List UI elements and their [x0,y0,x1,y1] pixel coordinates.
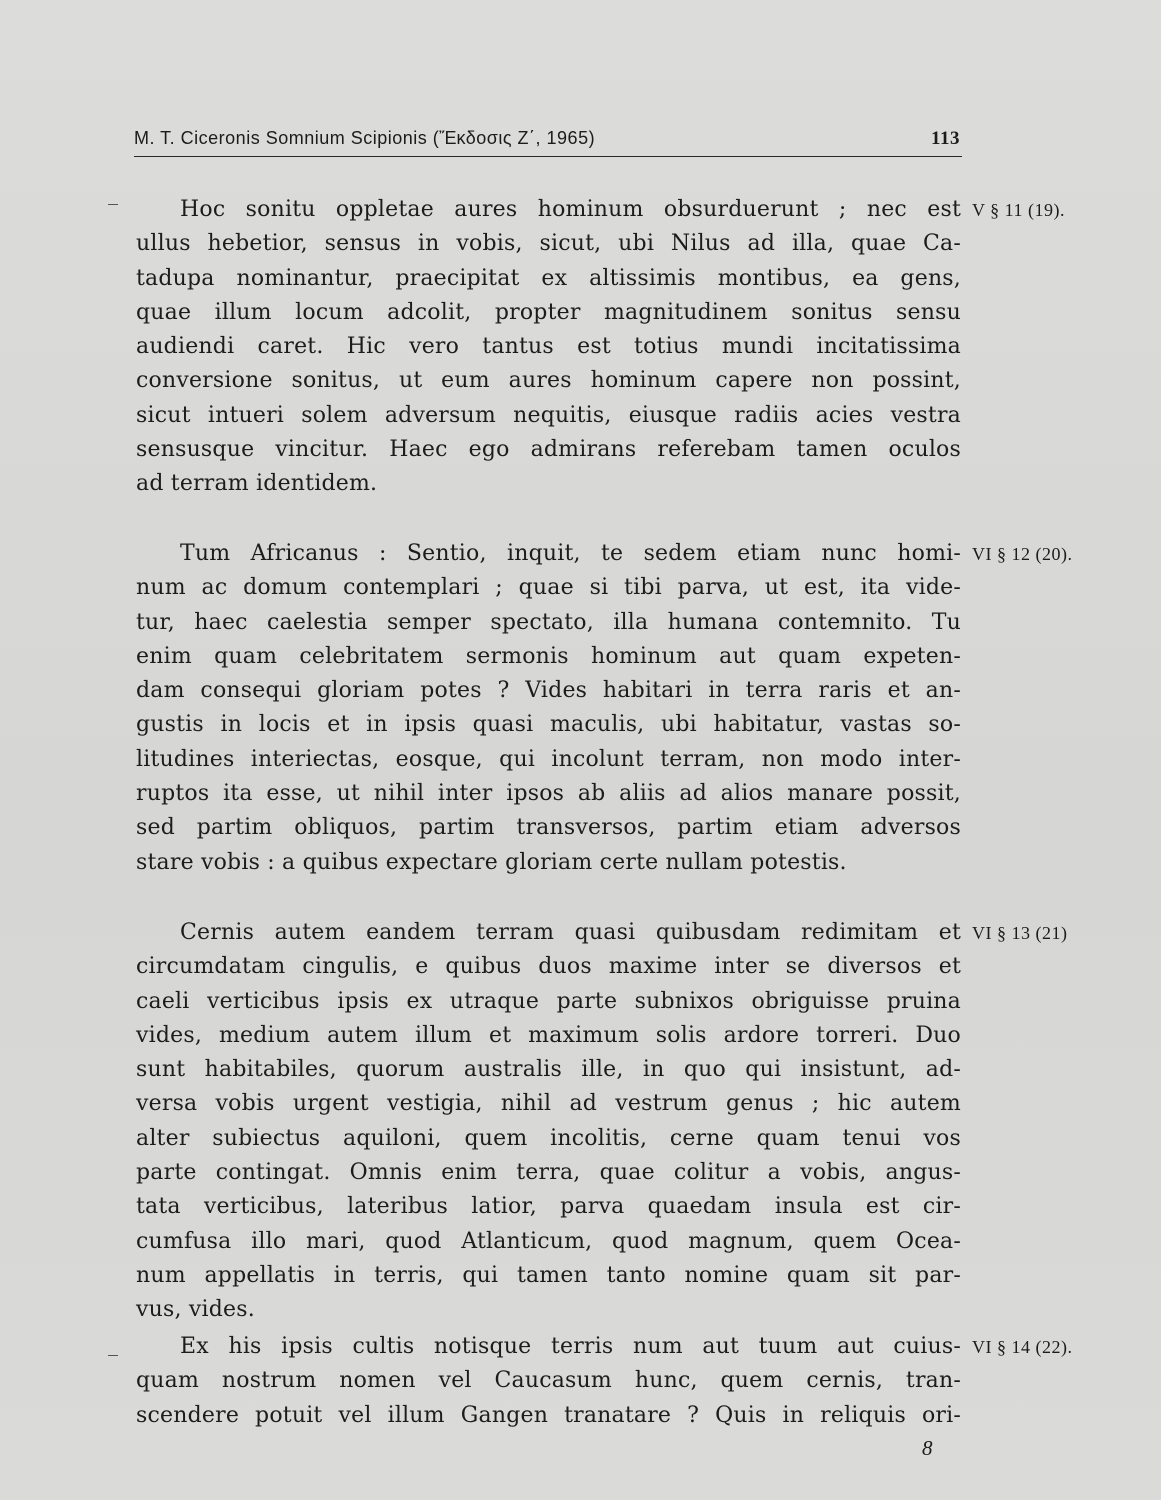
text-line: quae illum locum adcolit, propter magnitudinem sonitus sensu [136,299,961,325]
text-line: vides, medium autem illum et maximum solis ardore torreri. Duo [136,1022,961,1048]
paragraph-2 [136,537,961,880]
text-line: stare vobis : a quibus expectare gloriam certe nullam potestis. [136,849,847,875]
text-line: tur, haec caelestia semper spectato, illa humana contemnito. Tu [136,609,961,635]
section-ref-4: VI § 14 (22). [972,1337,1073,1357]
text-line: cumfusa illo mari, quod Atlanticum, quod magnum, quem Ocea- [136,1228,961,1254]
text-line: vus, vides. [136,1297,255,1323]
text-line: gustis in locis et in ipsis quasi maculis, ubi habitatur, vastas so- [136,712,961,738]
paragraph-3 [136,916,961,1328]
text-line: litudines interiectas, eosque, qui incolunt terram, non modo inter- [136,746,961,772]
text-line: circumdatam cingulis, e quibus duos maxime inter se diversos et [136,954,961,980]
paragraph-4 [136,1330,961,1433]
text-line: parte contingat. Omnis enim terra, quae colitur a vobis, angus- [136,1160,961,1186]
text-line: Hoc sonitu oppletae aures hominum obsurduerunt ; nec est [180,197,961,222]
section-ref-2: VI § 12 (20). [972,544,1073,564]
section-ref-3: VI § 13 (21) [972,923,1068,943]
section-ref-1: V § 11 (19). [972,200,1065,220]
text-line: versa vobis urgent vestigia, nihil ad vestrum genus ; hic autem [136,1091,961,1117]
paragraph-1 [136,193,961,502]
running-title: M. T. Ciceronis Somnium Scipionis (Ἔκδοσις Ζ΄, 1965) [134,128,596,148]
text-line: alter subiectus aquiloni, quem incolitis, cerne quam tenui vos [136,1125,961,1151]
signature-mark: 8 [922,1436,933,1460]
text-line: Tum Africanus : Sentio, inquit, te sedem etiam nunc homi- [180,541,961,566]
text-line: dam consequi gloriam potes ? Vides habitari in terra raris et an- [136,678,961,704]
text-line: ad terram identidem. [136,471,378,497]
text-line: num ac domum contemplari ; quae si tibi parva, ut est, ita vide- [136,575,961,601]
text-line: audiendi caret. Hic vero tantus est totius mundi incitatissima [136,334,961,360]
text-line: ruptos ita esse, ut nihil inter ipsos ab aliis ad alios manare possit, [136,781,961,807]
text-line: sicut intueri solem adversum nequitis, eiusque radiis acies vestra [136,402,961,428]
text-line: Ex his ipsis cultis notisque terris num aut tuum aut cuius- [180,1334,961,1359]
text-line: caeli verticibus ipsis ex utraque parte subnixos obriguisse pruina [136,988,961,1014]
text-line: quam nostrum nomen vel Caucasum hunc, quem cernis, tran- [136,1368,961,1394]
running-header [134,124,962,157]
text-line: enim quam celebritatem sermonis hominum aut quam expeten- [136,643,961,669]
page-number: 113 [931,128,960,149]
text-line: ullus hebetior, sensus in vobis, sicut, ubi Nilus ad illa, quae Ca- [136,231,961,257]
text-line: sed partim obliquos, partim transversos, partim etiam adversos [136,815,961,841]
text-line: scendere potuit vel illum Gangen tranatare ? Quis in reliquis ori- [136,1402,961,1428]
text-line: sunt habitabiles, quorum australis ille, in quo qui insistunt, ad- [136,1057,961,1083]
text-line: Cernis autem eandem terram quasi quibusdam redimitam et [180,920,961,945]
text-line: tata verticibus, lateribus latior, parva quaedam insula est cir- [136,1194,961,1220]
text-line: num appellatis in terris, qui tamen tanto nomine quam sit par- [136,1262,961,1288]
margin-mark [108,1355,118,1356]
margin-mark [108,204,118,205]
text-line: conversione sonitus, ut eum aures hominum capere non possint, [136,368,961,394]
text-line: sensusque vincitur. Haec ego admirans referebam tamen oculos [136,437,961,463]
text-line: tadupa nominantur, praecipitat ex altissimis montibus, ea gens, [136,265,961,291]
